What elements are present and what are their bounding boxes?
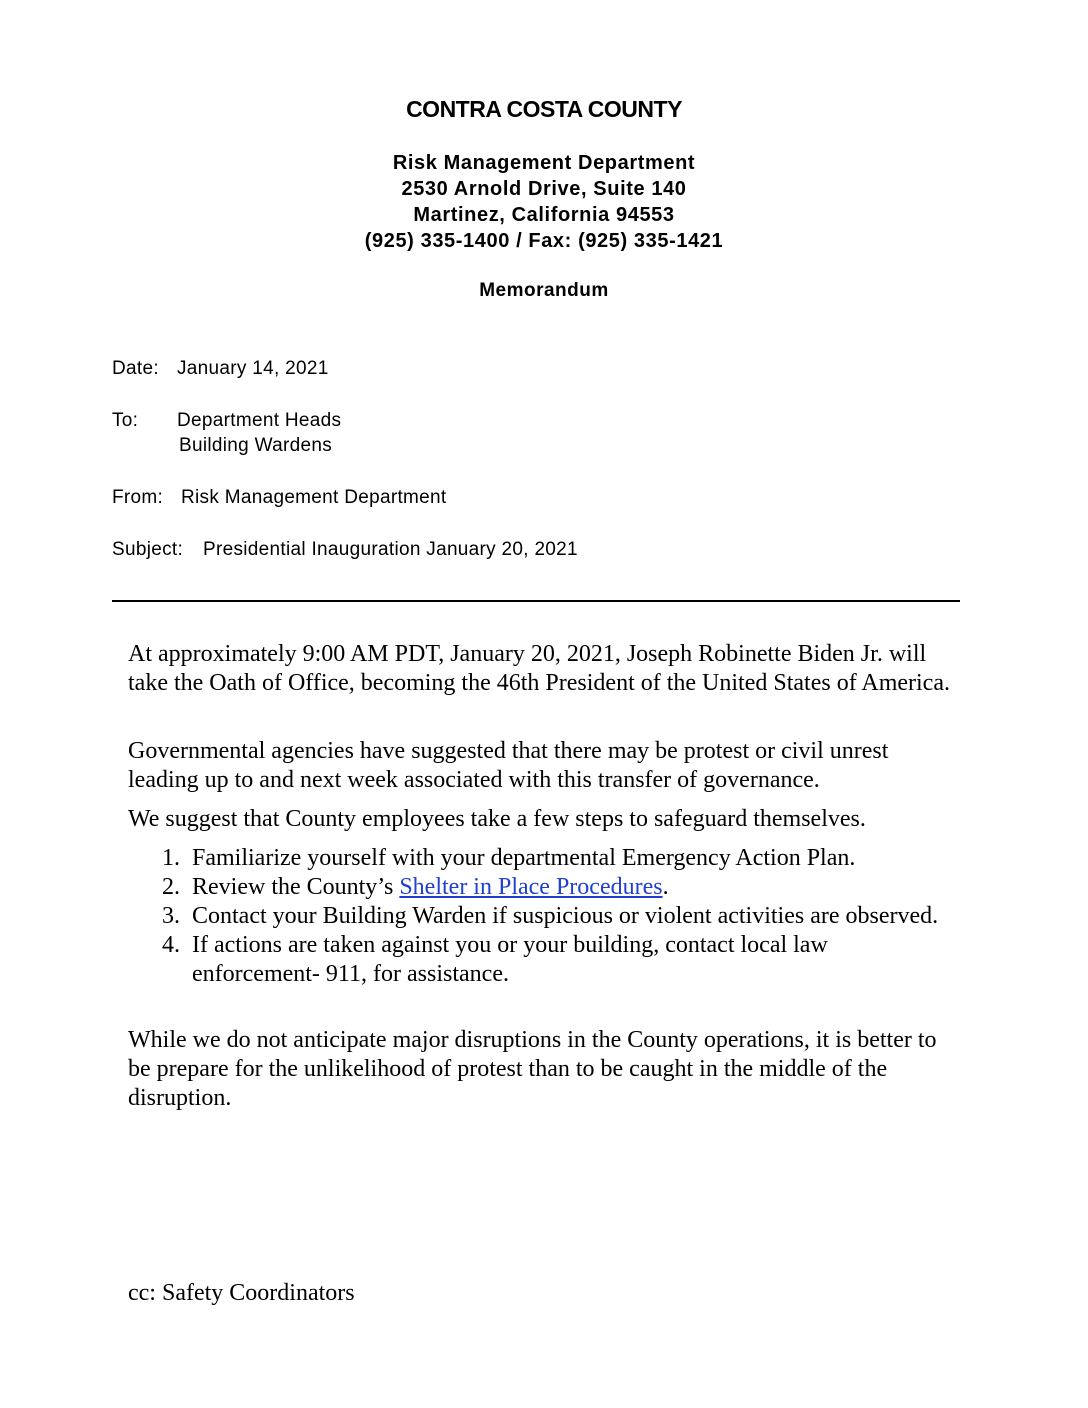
list-number: 2. [162, 874, 180, 900]
address-line-2: Martinez, California 94553 [413, 204, 675, 226]
memo-title: Memorandum [479, 280, 609, 301]
to-value-2: Building Wardens [179, 435, 333, 456]
to-label: To: [112, 410, 139, 431]
steps-list [128, 844, 958, 989]
list-number: 1. [162, 845, 180, 871]
list-text: If actions are taken against you or your building, contact local law enforcement- 911, for assistance. [192, 932, 828, 987]
date-label: Date: [112, 358, 159, 379]
list-item [128, 844, 958, 873]
address-line-1: 2530 Arnold Drive, Suite 140 [401, 178, 687, 200]
list-item [128, 931, 958, 989]
county-title: CONTRA COSTA COUNTY [406, 96, 682, 122]
from-label: From: [112, 487, 164, 508]
paragraph-1-text: At approximately 9:00 AM PDT, January 20, 2021, Joseph Robinette Biden Jr. will take the Oath of Office, becoming the 46th President of the United States of America. [128, 641, 950, 696]
header-divider [112, 600, 960, 602]
list-number: 4. [162, 932, 180, 958]
cc-line: cc: Safety Coordinators [128, 1280, 355, 1306]
paragraph-3-text: We suggest that County employees take a few steps to safeguard themselves. [128, 806, 866, 832]
paragraph-3 [128, 805, 958, 834]
department-name: Risk Management Department [392, 152, 696, 174]
list-text: Contact your Building Warden if suspicious or violent activities are observed. [192, 903, 939, 929]
list-item [128, 902, 958, 931]
subject-label: Subject: [112, 539, 184, 560]
to-value-1: Department Heads [177, 410, 342, 431]
list-text-after: . [662, 874, 669, 900]
shelter-in-place-link[interactable]: Shelter in Place Procedures [399, 874, 663, 900]
paragraph-1 [128, 640, 958, 698]
subject-value: Presidential Inauguration January 20, 2021 [203, 539, 578, 560]
phone-fax: (925) 335-1400 / Fax: (925) 335-1421 [364, 230, 724, 252]
paragraph-4 [128, 1026, 958, 1113]
letterhead-block [0, 150, 1088, 254]
list-item [128, 873, 958, 902]
paragraph-2 [128, 737, 958, 795]
list-text: Familiarize yourself with your departmental Emergency Action Plan. [192, 845, 856, 871]
paragraph-2-text: Governmental agencies have suggested that there may be protest or civil unrest leading up to and next week associated with this transfer of governance. [128, 738, 889, 793]
list-text-before: Review the County’s [192, 874, 400, 900]
from-value: Risk Management Department [181, 487, 447, 508]
list-number: 3. [162, 903, 180, 929]
date-value: January 14, 2021 [177, 358, 329, 379]
paragraph-4-text: While we do not anticipate major disruptions in the County operations, it is better to be prepare for the unlikelihood of protest than to be caught in the middle of the disruption. [128, 1027, 937, 1111]
